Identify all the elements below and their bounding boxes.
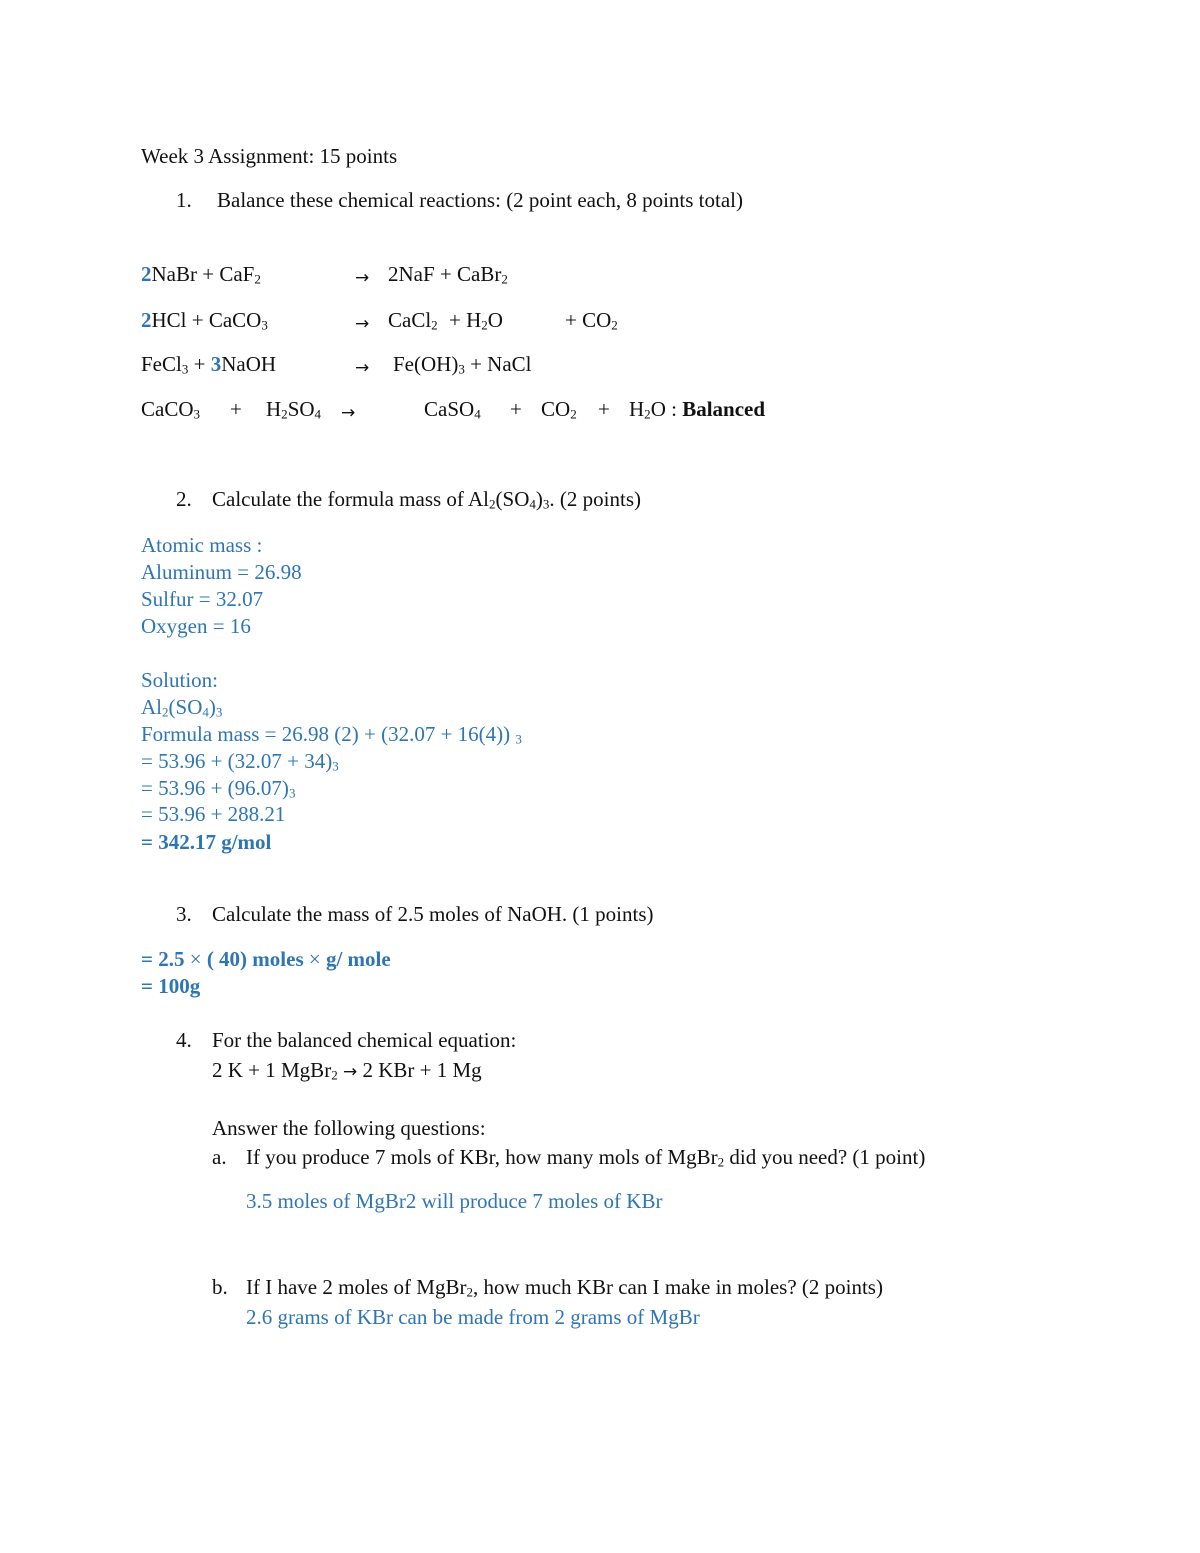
- question-4a-text: If you produce 7 mols of KBr, how many mols of MgBr$_2$ did you need? (1 point): [246, 1145, 926, 1170]
- atomic-mass-aluminum: Aluminum = 26.98: [141, 560, 302, 584]
- answer-intro: Answer the following questions:: [212, 1116, 486, 1140]
- reaction-4-plus-1: +: [230, 397, 242, 421]
- question-2-text: Calculate the formula mass of $Al_2(SO_4)_3$. (2 points): [212, 487, 641, 512]
- reaction-2-arrow: →: [355, 314, 370, 334]
- reaction-2-product-3: + $CO_2$: [565, 308, 618, 333]
- reaction-2-product-1: CaCl$_2$: [388, 308, 438, 333]
- reaction-3-products: $Fe(OH)_3$ + NaCl: [393, 352, 532, 377]
- balanced-status: Balanced: [682, 397, 766, 421]
- question-4b-text: If I have 2 moles of MgBr$_2$, how much KBr can I make in moles? (2 points): [246, 1275, 883, 1300]
- question-1-text: Balance these chemical reactions: (2 point each, 8 points total): [217, 188, 743, 212]
- reaction-4-arrow: →: [341, 403, 356, 423]
- reaction-4-plus-3: +: [598, 397, 610, 421]
- question-4-text: For the balanced chemical equation:: [212, 1028, 517, 1052]
- reaction-4-plus-2: +: [510, 397, 522, 421]
- reaction-4-reactant-2: $H_2SO_4$: [266, 397, 322, 422]
- reaction-2-reactants: 2HCl + CaCO$_3$: [141, 308, 268, 333]
- page-title: Week 3 Assignment: 15 points: [141, 144, 398, 168]
- solution-heading: Solution:: [141, 668, 219, 692]
- question-2-number: 2.: [176, 487, 192, 511]
- question-4b-answer: 2.6 grams of KBr can be made from 2 grams of MgBr: [246, 1305, 700, 1329]
- question-4b-label: b.: [212, 1275, 228, 1299]
- reaction-1-reactants: 2NaBr + CaF$_2$: [141, 262, 261, 287]
- reaction-4-product-1: CaSO$_4$: [424, 397, 481, 422]
- solution-result: = 342.17 g/mol: [141, 830, 272, 854]
- question-4a-label: a.: [212, 1145, 227, 1169]
- question-4-equation: 2 K + 1 MgBr$_2$ → 2 KBr + 1 Mg: [212, 1058, 482, 1083]
- reaction-3-reactants: FeCl$_3$ + 3NaOH: [141, 352, 277, 377]
- reaction-2-product-2: + $H_2O$: [449, 308, 503, 333]
- reaction-3-arrow: →: [355, 358, 370, 378]
- reaction-4-product-2: $CO_2$: [541, 397, 577, 422]
- question-1-number: 1.: [176, 188, 192, 212]
- question-3-text: Calculate the mass of 2.5 moles of NaOH. (1 points): [212, 902, 654, 926]
- coefficient: 3: [210, 352, 222, 376]
- solution-step-1: Formula mass = 26.98 (2) + (32.07 + 16(4)) $_3$: [141, 722, 522, 747]
- question-3-answer-2: = 100g: [141, 974, 201, 998]
- atomic-mass-oxygen: Oxygen = 16: [141, 614, 251, 638]
- reaction-4-reactant-1: CaCO$_3$: [141, 397, 201, 422]
- question-4a-answer: 3.5 moles of MgBr2 will produce 7 moles of KBr: [246, 1189, 663, 1213]
- solution-formula: $Al_2(SO_4)_3$: [141, 695, 223, 720]
- atomic-mass-sulfur: Sulfur = 32.07: [141, 587, 264, 611]
- coefficient: 2: [141, 308, 152, 332]
- question-4-number: 4.: [176, 1028, 192, 1052]
- coefficient: 2: [141, 262, 152, 286]
- reaction-4-product-3: $H_2O$ : Balanced: [629, 397, 766, 422]
- solution-step-4: = 53.96 + 288.21: [141, 802, 286, 826]
- atomic-mass-heading: Atomic mass :: [141, 533, 263, 557]
- solution-step-3: = $53.96 + (96.07)_3$: [141, 776, 296, 801]
- question-3-answer-1: = 2.5 × ( 40) moles × g/ mole: [141, 947, 391, 971]
- reaction-1-arrow: →: [355, 268, 370, 288]
- reaction-1-products: 2NaF + CaBr$_2$: [388, 262, 508, 287]
- solution-step-2: = $53.96 + (32.07 + 34)_3$: [141, 749, 339, 774]
- question-3-number: 3.: [176, 902, 192, 926]
